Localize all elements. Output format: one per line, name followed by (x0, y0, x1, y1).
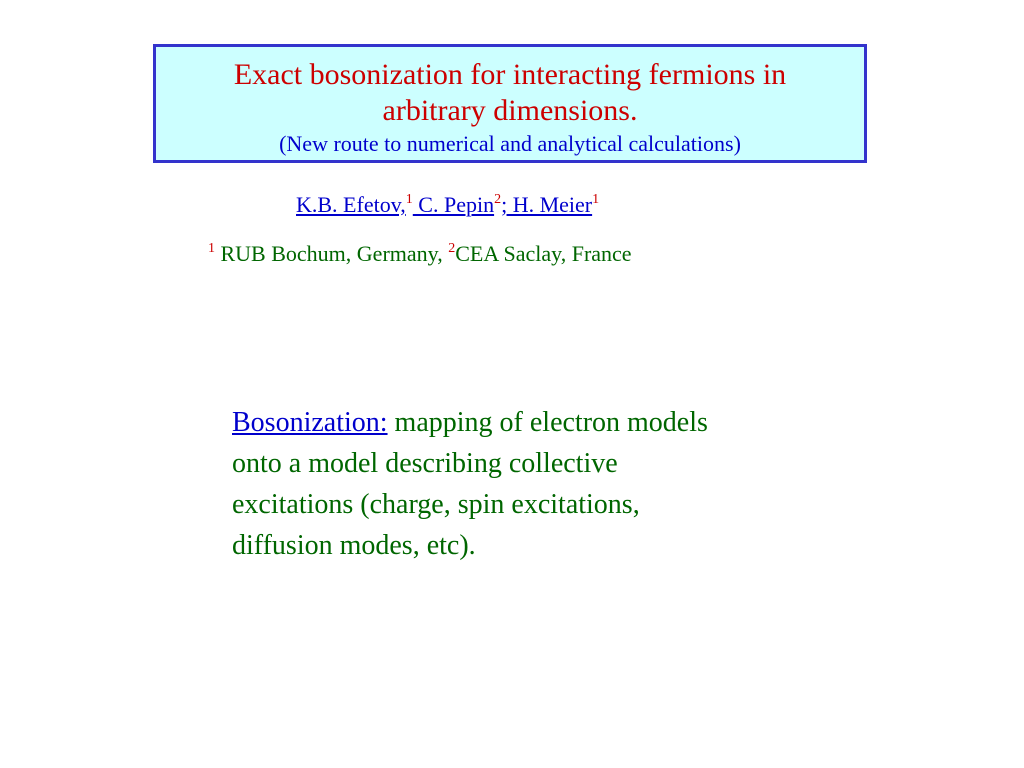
definition-line-2: onto a model describing collective (232, 448, 618, 479)
affil-1-marker: 1 (208, 241, 215, 256)
author-efetov-affil: 1 (405, 192, 413, 207)
subtitle: (New route to numerical and analytical calculations) (279, 131, 741, 156)
definition-term: Bosonization: (232, 407, 388, 438)
affiliations-line (208, 239, 632, 269)
author-efetov: K.B. Efetov, (296, 192, 406, 217)
title-line-1: Exact bosonization for interacting fermions in (233, 58, 787, 91)
definition-line-1: mapping of electron models (387, 407, 708, 438)
definition-line-3: excitations (charge, spin excitations, (232, 489, 640, 520)
affil-1-text: RUB Bochum, Germany, (215, 241, 449, 266)
title-box (153, 44, 867, 163)
author-meier: ; H. Meier (501, 192, 593, 217)
authors-line (296, 190, 599, 220)
definition-block (232, 402, 832, 566)
definition-line-4: diffusion modes, etc). (232, 530, 476, 561)
affil-2-text: CEA Saclay, France (455, 241, 632, 266)
author-pepin-affil: 2 (494, 192, 502, 207)
title-line-2: arbitrary dimensions. (382, 94, 638, 127)
author-pepin: C. Pepin (412, 192, 495, 217)
affil-2-marker: 2 (448, 241, 456, 256)
author-meier-affil: 1 (592, 192, 600, 207)
